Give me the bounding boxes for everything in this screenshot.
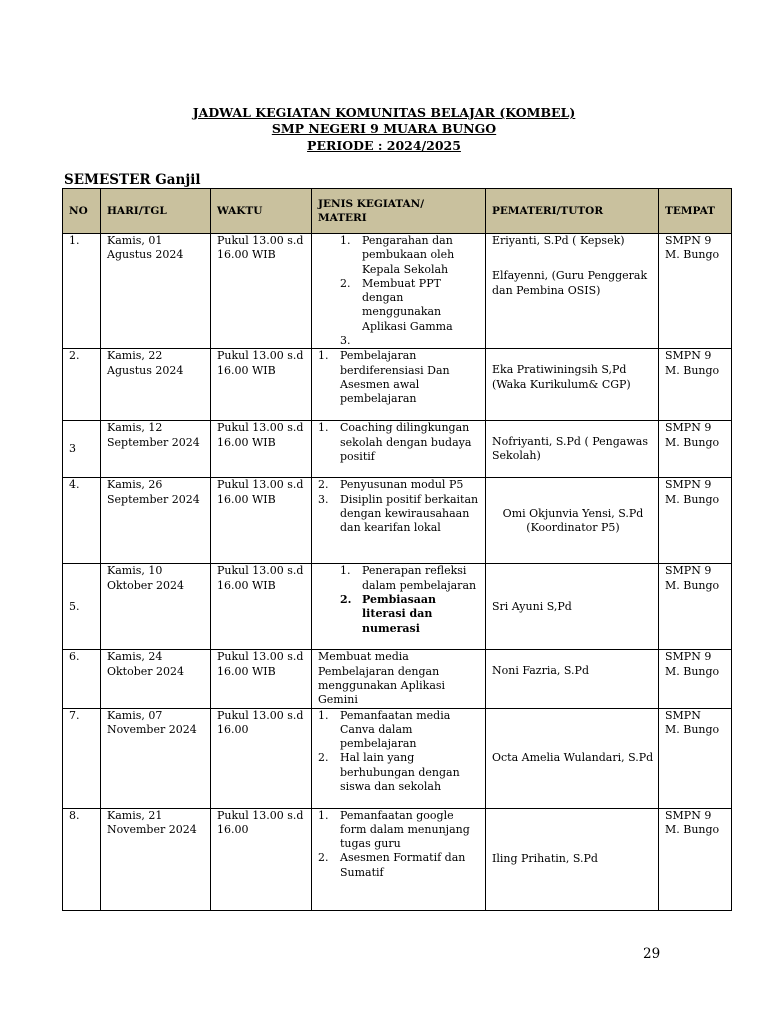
item-number: 1. (318, 808, 329, 822)
item-text (362, 334, 481, 348)
speaker-line-2: (Waka Kurikulum& CGP) (492, 377, 631, 391)
place-line-2: M. Bungo (665, 248, 720, 262)
activity-list (318, 234, 481, 348)
header-place: TEMPAT (659, 189, 732, 234)
list-item (318, 751, 481, 794)
speaker-line-1: Eka Pratiwiningsih S,Pd (492, 363, 627, 377)
activity-list (318, 478, 481, 535)
doc-title-line-2: SMP NEGERI 9 MUARA BUNGO (271, 121, 497, 136)
cell-place (659, 708, 732, 808)
speaker-line-1: Noni Fazria, S.Pd (492, 664, 589, 678)
semester-label: SEMESTER Ganjil (64, 172, 201, 188)
table-row (63, 564, 732, 650)
item-text: Penerapan refleksi dalam pembelajaran (362, 564, 477, 592)
cell-place (659, 349, 732, 421)
list-item (340, 334, 481, 348)
place-line-1: SMPN 9 (665, 808, 712, 822)
header-activity-line-1: JENIS KEGIATAN/ (318, 197, 425, 210)
list-item (318, 809, 481, 852)
day-line-2: September 2024 (107, 435, 200, 449)
activity-list (318, 421, 481, 464)
cell-place (659, 808, 732, 910)
header-time: WAKTU (211, 189, 312, 234)
activity-list (318, 349, 481, 406)
item-text: Pengarahan dan pembukaan oleh Kepala Sekolah (362, 234, 455, 276)
place-line-1: SMPN 9 (665, 478, 712, 492)
item-number: 2. (340, 592, 352, 606)
cell-time (211, 564, 312, 650)
activity-list (318, 564, 481, 635)
item-text: Membuat PPT dengan menggunakan Aplikasi Gamma (362, 276, 453, 333)
day-line-1: Kamis, 26 (107, 478, 163, 492)
cell-time (211, 650, 312, 708)
day-line-1: Kamis, 01 (107, 234, 163, 247)
cell-place (659, 421, 732, 478)
cell-activity (312, 808, 486, 910)
cell-speaker (486, 234, 659, 349)
speaker-line-1: Sri Ayuni S,Pd (492, 599, 572, 613)
list-item (318, 421, 481, 464)
item-text: Pembiasaan literasi dan numerasi (362, 592, 437, 635)
cell-activity (312, 234, 486, 349)
item-number: 3. (318, 492, 329, 506)
cell-place (659, 478, 732, 564)
cell-place (659, 650, 732, 708)
cell-place (659, 234, 732, 349)
time-line-1: Pukul 13.00 s.d (217, 478, 304, 492)
list-item (318, 349, 481, 406)
cell-place (659, 564, 732, 650)
list-item (340, 234, 481, 277)
cell-speaker (486, 650, 659, 708)
table-row (63, 650, 732, 708)
cell-no: 5. (63, 564, 101, 650)
cell-day (101, 708, 211, 808)
cell-activity (312, 421, 486, 478)
doc-title-line-3: PERIODE : 2024/2025 (307, 138, 461, 153)
place-line-1: SMPN 9 (665, 421, 712, 435)
time-line-2: 16.00 WIB (217, 664, 276, 678)
cell-time (211, 421, 312, 478)
cell-day (101, 564, 211, 650)
time-line-2: 16.00 (217, 722, 249, 736)
cell-day (101, 478, 211, 564)
cell-day (101, 421, 211, 478)
list-item (340, 277, 481, 334)
day-line-2: Oktober 2024 (107, 664, 185, 678)
place-line-1: SMPN 9 (665, 234, 712, 247)
item-text: Asesmen Formatif dan Sumatif (340, 851, 466, 879)
item-number: 1. (340, 234, 351, 247)
page-number: 29 (643, 946, 661, 962)
header-no: NO (63, 189, 101, 234)
item-number: 1. (340, 564, 351, 578)
list-item (318, 493, 481, 536)
cell-no: 1. (63, 234, 101, 349)
place-line-2: M. Bungo (665, 722, 720, 736)
time-line-1: Pukul 13.00 s.d (217, 234, 304, 247)
day-line-2: Oktober 2024 (107, 578, 185, 592)
cell-speaker (486, 708, 659, 808)
place-line-2: M. Bungo (665, 435, 720, 449)
speaker-line-2: (Koordinator P5) (526, 520, 620, 534)
list-item (340, 593, 481, 636)
cell-no: 4. (63, 478, 101, 564)
day-line-2: November 2024 (107, 722, 197, 736)
table-row (63, 234, 732, 349)
item-text: Coaching dilingkungan sekolah dengan budaya positif (340, 421, 472, 463)
table-row (63, 349, 732, 421)
cell-time (211, 349, 312, 421)
place-line-2: M. Bungo (665, 363, 720, 377)
time-line-2: 16.00 WIB (217, 578, 276, 592)
doc-title-line-1: JADWAL KEGIATAN KOMUNITAS BELAJAR (KOMBEL) (192, 105, 576, 120)
cell-time (211, 478, 312, 564)
day-line-2: November 2024 (107, 822, 197, 836)
place-line-2: M. Bungo (665, 664, 720, 678)
cell-activity (312, 650, 486, 708)
list-item (318, 478, 481, 492)
cell-no: 3 (63, 421, 101, 478)
cell-day (101, 234, 211, 349)
cell-no: 8. (63, 808, 101, 910)
header-activity-line-2: MATERI (318, 212, 367, 224)
activity-list (318, 809, 481, 880)
time-line-2: 16.00 WIB (217, 492, 276, 506)
cell-day (101, 808, 211, 910)
cell-no: 6. (63, 650, 101, 708)
place-line-2: M. Bungo (665, 822, 720, 836)
cell-activity (312, 708, 486, 808)
time-line-2: 16.00 (217, 822, 249, 836)
day-line-1: Kamis, 12 (107, 421, 163, 435)
cell-time (211, 234, 312, 349)
day-line-1: Kamis, 21 (107, 808, 163, 822)
cell-day (101, 650, 211, 708)
time-line-1: Pukul 13.00 s.d (217, 708, 304, 722)
place-line-1: SMPN (665, 708, 701, 722)
speaker-line-1: Nofriyanti, S.Pd ( Pengawas Sekolah) (492, 435, 648, 463)
cell-speaker (486, 421, 659, 478)
place-line-1: SMPN 9 (665, 349, 712, 363)
table-header-row (63, 189, 732, 234)
place-line-2: M. Bungo (665, 578, 720, 592)
activity-text: Membuat media Pembelajaran dengan menggunakan Aplikasi Gemini (318, 650, 446, 707)
time-line-2: 16.00 WIB (217, 363, 276, 377)
table-row (63, 478, 732, 564)
list-item (340, 564, 481, 593)
schedule-table (62, 188, 732, 911)
table-row (63, 708, 732, 808)
speaker-line-1: Eriyanti, S.Pd ( Kepsek) (492, 234, 625, 247)
place-line-1: SMPN 9 (665, 564, 712, 578)
time-line-2: 16.00 WIB (217, 248, 276, 262)
activity-list (318, 709, 481, 795)
day-line-2: Agustus 2024 (107, 363, 184, 377)
item-number: 3. (340, 334, 351, 348)
item-number: 1. (318, 421, 329, 435)
time-line-1: Pukul 13.00 s.d (217, 650, 304, 664)
cell-activity (312, 349, 486, 421)
speaker-line-1: Octa Amelia Wulandari, S.Pd (492, 750, 654, 764)
header-day: HARI/TGL (101, 189, 211, 234)
place-line-2: M. Bungo (665, 492, 720, 506)
time-line-2: 16.00 WIB (217, 435, 276, 449)
item-number: 1. (318, 349, 329, 363)
item-number: 2. (318, 478, 329, 492)
item-text: Pembelajaran berdiferensiasi Dan Asesmen awal pembelajaran (340, 349, 450, 406)
cell-activity (312, 478, 486, 564)
time-line-1: Pukul 13.00 s.d (217, 349, 304, 363)
cell-speaker (486, 349, 659, 421)
cell-speaker (486, 808, 659, 910)
item-text: Disiplin positif berkaitan dengan kewirausahaan dan kearifan lokal (340, 492, 479, 535)
time-line-1: Pukul 13.00 s.d (217, 564, 304, 578)
list-item (318, 709, 481, 752)
cell-day (101, 349, 211, 421)
item-text: Pemanfaatan media Canva dalam pembelajaran (340, 708, 451, 751)
speaker-line-1: Iling Prihatin, S.Pd (492, 851, 598, 865)
cell-no: 2. (63, 349, 101, 421)
cell-time (211, 808, 312, 910)
time-line-1: Pukul 13.00 s.d (217, 808, 304, 822)
speaker-line-1: Omi Okjunvia Yensi, S.Pd (502, 506, 644, 520)
list-item (318, 851, 481, 880)
table-row (63, 421, 732, 478)
day-line-2: Agustus 2024 (107, 248, 184, 262)
item-number: 1. (318, 708, 329, 722)
header-activity (312, 189, 486, 234)
header-speaker: PEMATERI/TUTOR (486, 189, 659, 234)
cell-speaker (486, 478, 659, 564)
item-text: Penyusunan modul P5 (340, 478, 464, 492)
day-line-1: Kamis, 07 (107, 708, 163, 722)
cell-time (211, 708, 312, 808)
item-text: Hal lain yang berhubungan dengan siswa dan sekolah (340, 751, 460, 794)
day-line-2: September 2024 (107, 492, 200, 506)
day-line-1: Kamis, 24 (107, 650, 163, 664)
item-text: Pemanfaatan google form dalam menunjang tugas guru (340, 808, 470, 851)
speaker-line-2: Elfayenni, (Guru Penggerak dan Pembina OSIS) (492, 269, 648, 297)
item-number: 2. (340, 276, 351, 290)
place-line-1: SMPN 9 (665, 650, 712, 664)
time-line-1: Pukul 13.00 s.d (217, 421, 304, 435)
table-row (63, 808, 732, 910)
day-line-1: Kamis, 22 (107, 349, 163, 363)
cell-no: 7. (63, 708, 101, 808)
cell-activity (312, 564, 486, 650)
cell-speaker (486, 564, 659, 650)
day-line-1: Kamis, 10 (107, 564, 163, 578)
item-number: 2. (318, 751, 329, 765)
item-number: 2. (318, 851, 329, 865)
